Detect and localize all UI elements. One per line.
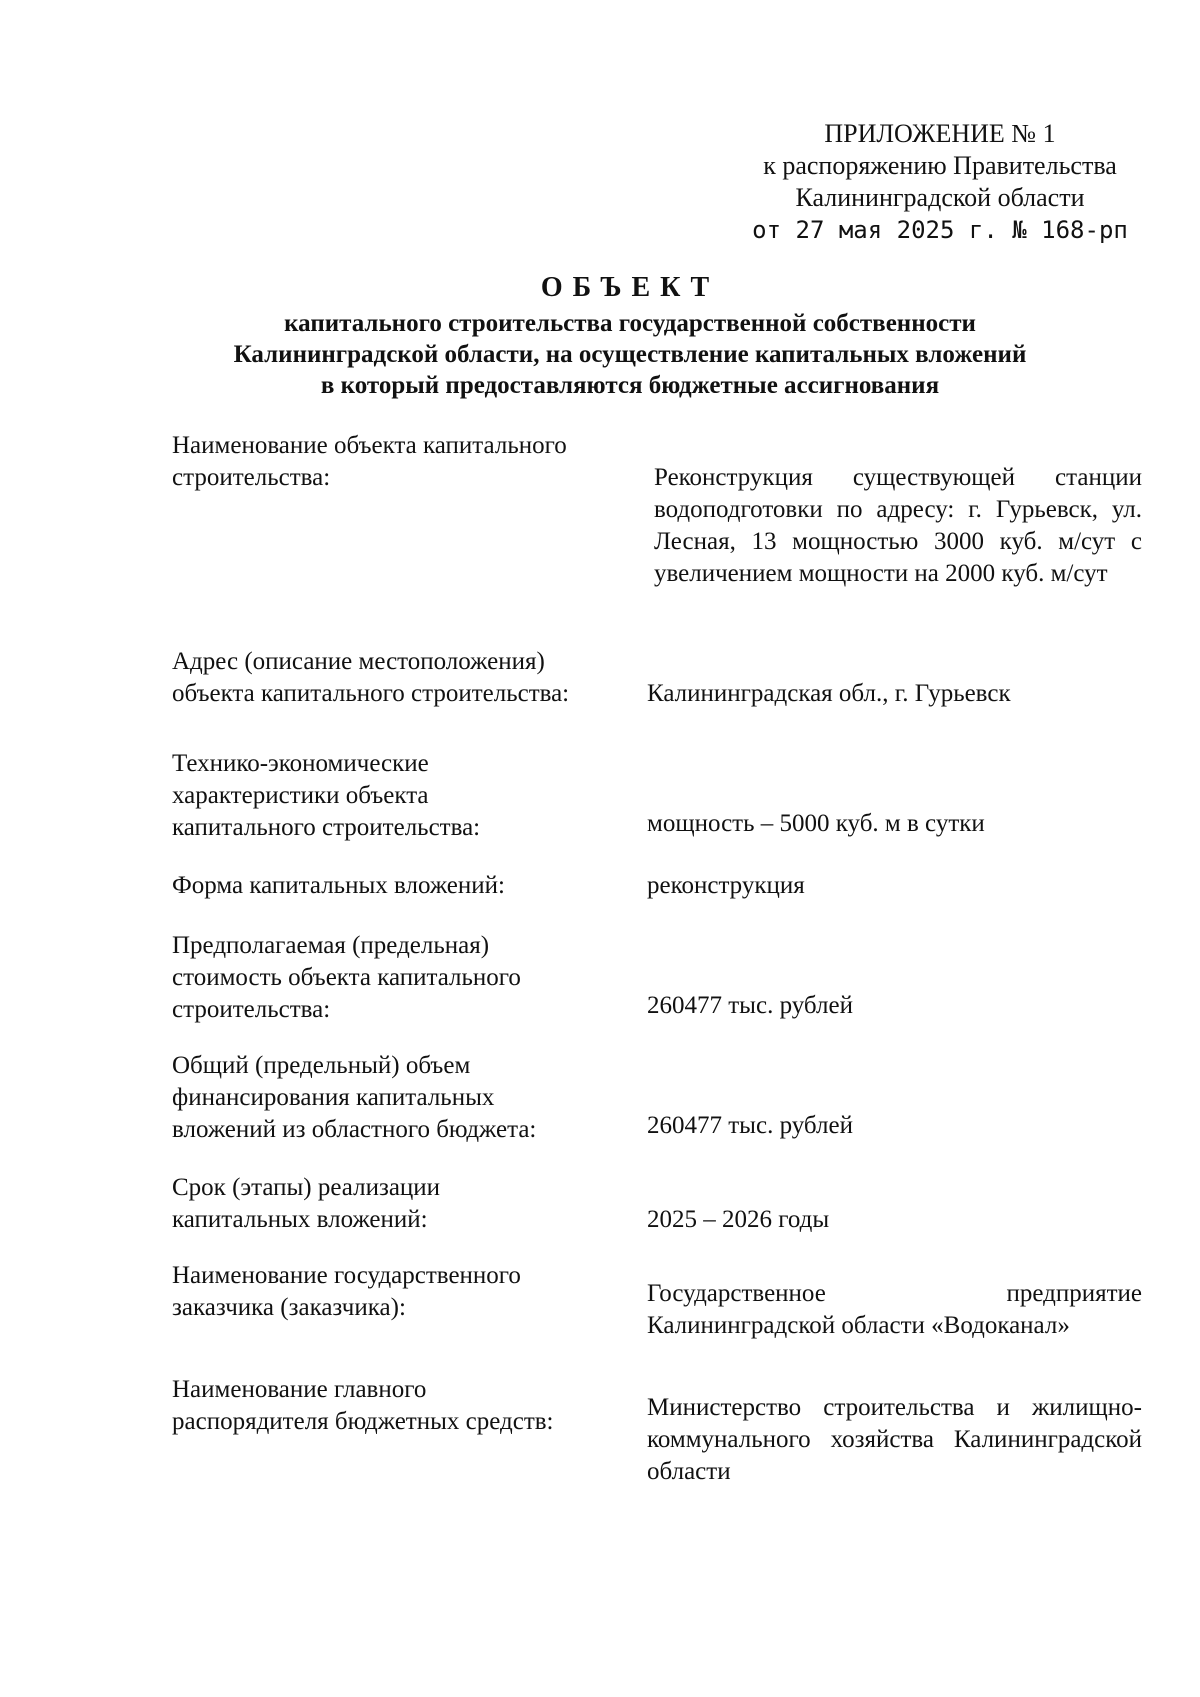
field-label-line: Предполагаемая (предельная) (172, 932, 490, 959)
field-label-line: Общий (предельный) объем (172, 1052, 471, 1079)
field-label (172, 1172, 642, 1236)
field-label-line: капитальных вложений: (172, 1206, 428, 1233)
field-label-line: Наименование объекта капитального (172, 432, 567, 459)
field-label-line: строительства: (172, 464, 331, 491)
document-heading (150, 270, 1110, 401)
field-label-line: заказчика (заказчика): (172, 1294, 406, 1321)
heading-subtitle-line: в который предоставляются бюджетные ассигнования (320, 372, 940, 399)
field-label (172, 870, 642, 902)
field-value: 260477 тыс. рублей (647, 1112, 853, 1139)
heading-subtitle-line: капитального строительства государственной собственности (284, 310, 976, 337)
field-value: 260477 тыс. рублей (647, 992, 853, 1019)
field-value: реконструкция (647, 872, 805, 899)
field-value: Реконструкция существующей станции водоподготовки по адресу: г. Гурьевск, ул. Лесная, 13 мощностью 3000 куб. м/сут с увеличением мощности на 2000 куб. м/сут (654, 464, 1142, 587)
field-label-line: Наименование главного (172, 1376, 427, 1403)
field-label-line: строительства: (172, 996, 331, 1023)
field-value: 2025 – 2026 годы (647, 1206, 830, 1233)
appendix-region: Калининградской области (795, 183, 1085, 212)
heading-title: ОБЪЕКТ (540, 272, 720, 303)
field-label-line: вложений из областного бюджета: (172, 1116, 537, 1143)
field-value: Министерство строительства и жилищно-коммунального хозяйства Калининградской области (647, 1394, 1142, 1485)
heading-subtitle (150, 308, 1110, 401)
heading-subtitle-line: Калининградской области, на осуществление капитальных вложений (233, 341, 1027, 368)
field-label-line: Адрес (описание местоположения) (172, 648, 545, 675)
field-label-line: Наименование государственного (172, 1262, 521, 1289)
field-label-line: Форма капитальных вложений: (172, 872, 505, 899)
field-label (172, 930, 642, 1026)
field-value: Калининградская обл., г. Гурьевск (647, 680, 1011, 707)
field-label-line: Срок (этапы) реализации (172, 1174, 441, 1201)
field-label-line: распорядителя бюджетных средств: (172, 1408, 554, 1435)
field-label (172, 748, 642, 844)
field-label (172, 430, 642, 494)
appendix-date: от 27 мая 2025 г. № 168-рп (752, 216, 1128, 244)
appendix-reference: к распоряжению Правительства (763, 151, 1117, 180)
appendix-header (730, 118, 1150, 246)
field-label (172, 1050, 642, 1146)
field-value: мощность – 5000 куб. м в сутки (647, 810, 985, 837)
appendix-title: ПРИЛОЖЕНИЕ № 1 (824, 119, 1056, 148)
field-label-line: объекта капитального строительства: (172, 680, 570, 707)
field-label-line: Технико-экономические (172, 750, 429, 777)
field-label (172, 646, 642, 710)
field-label-line: финансирования капитальных (172, 1084, 495, 1111)
field-label-line: характеристики объекта (172, 782, 429, 809)
field-label-line: капитального строительства: (172, 814, 481, 841)
field-value: Государственное предприятие Калининградской области «Водоканал» (647, 1280, 1142, 1339)
field-label (172, 1374, 642, 1438)
field-label (172, 1260, 642, 1324)
field-label-line: стоимость объекта капитального (172, 964, 521, 991)
